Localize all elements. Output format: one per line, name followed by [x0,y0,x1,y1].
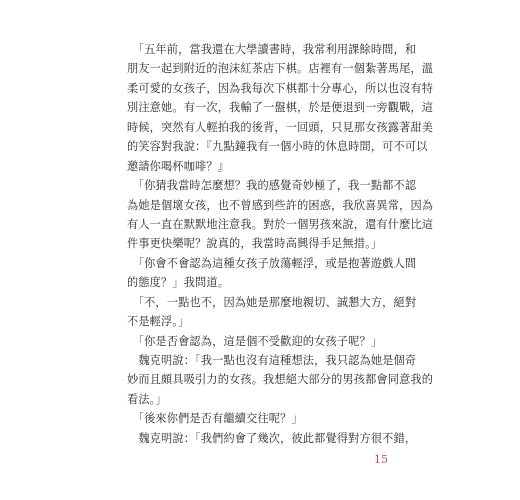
text-line: 「五年前，當我還在大學讀書時，我常利用課餘時間，和 [127,43,417,56]
text-line: 「你會不會認為這種女孩子放蕩輕浮，或是抱著遊戲人間 [127,256,417,270]
text-line: 「你是否會認為，這是個不受歡迎的女孩子呢？」 [127,334,383,348]
text-line: 「不，一點也不，因為她是那麼地親切、誠懇大方，絕對 [127,295,417,309]
text-column [127,40,434,448]
text-line: 妙而且頗具吸引力的女孩。我想絕大部分的男孩都會同意我的 [127,373,434,387]
text-line: 邀請你喝杯咖啡？』 [127,159,230,173]
text-line: 時候，突然有人輕拍我的後背，一回頭，只見那女孩露著甜美 [127,120,434,134]
text-line: 朋友一起到附近的泡沫紅茶店下棋。店裡有一個紮著馬尾，溫 [127,62,434,76]
text-line: 魏克明說：「我一點也沒有這種想法，我只認為她是個奇 [127,354,417,367]
text-line: 「後來你們是否有繼續交往呢？」 [127,412,303,426]
page-number: 15 [374,453,388,466]
text-line: 「你猜我當時怎麼想？我的感覺奇妙極了，我一點都不認 [127,179,417,193]
text-line: 的態度？」我問道。 [127,276,230,290]
text-line: 為她是個壞女孩，也不曾感到些許的困惑，我欣喜異常，因為 [127,198,434,212]
body-text [127,40,434,448]
text-line: 件事更快樂呢？說真的，我當時高興得手足無措。」 [127,237,383,251]
text-line: 不是輕浮。」 [127,315,190,329]
text-line: 看法。」 [127,392,167,406]
text-line: 有人一直在默默地注意我。對於一個男孩來說，還有什麼比這 [127,217,434,231]
text-line: 柔可愛的女孩子，因為我每次下棋都十分專心，所以也沒有特 [127,81,434,95]
text-line: 魏克明說：「我們約會了幾次，彼此都覺得對方很不錯， [127,431,417,445]
text-line: 的笑容對我說：『九點鐘我有一個小時的休息時間，可不可以 [127,140,428,154]
text-line: 別注意她。有一次，我輸了一盤棋，於是便退到一旁觀戰，這 [127,101,434,115]
